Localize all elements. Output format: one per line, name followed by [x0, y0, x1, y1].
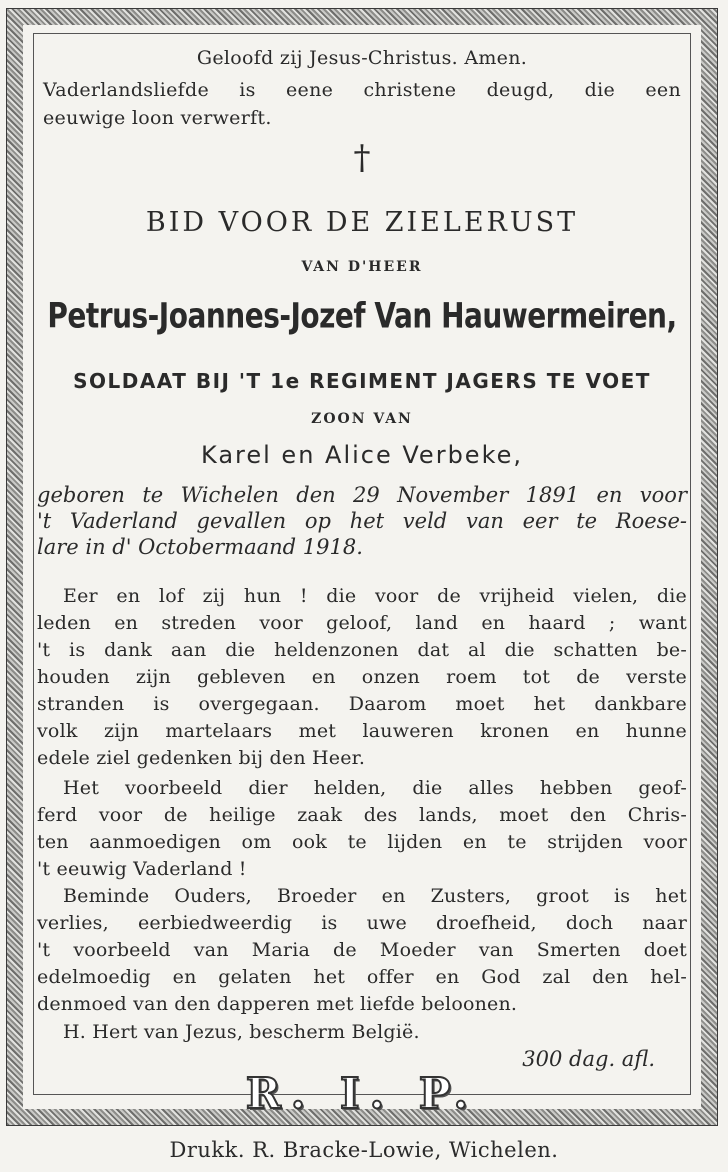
inner-rule	[33, 33, 691, 1095]
paragraph-3-line-5: denmoed van den dapperen met liefde beloonen.	[37, 993, 518, 1015]
paragraph-3-line-3: 't voorbeeld van Maria de Moeder van Smerten doet	[37, 939, 687, 961]
birth-line-3: lare in d' Octobermaand 1918.	[37, 535, 363, 559]
parents-names: Karel en Alice Verbeke,	[201, 441, 523, 469]
intro-line-1: Geloofd zij Jesus-Christus. Amen.	[196, 47, 528, 69]
soldier-rank: SOLDAAT BIJ 'T 1e REGIMENT JAGERS TE VOET	[73, 369, 651, 393]
birth-line-2: 't Vaderland gevallen op het veld van eer te Roese-	[37, 509, 687, 533]
van-dheer-label: VAN D'HEER	[301, 259, 423, 275]
page-title: BID VOOR DE ZIELERUST	[145, 207, 579, 238]
paragraph-1-line-1: Eer en lof zij hun ! die voor de vrijheid vielen, die	[63, 585, 687, 607]
intro-line-2a: Vaderlandsliefde is eene christene deugd, die een	[43, 79, 681, 101]
intro-line-2b: eeuwige loon verwerft.	[43, 107, 272, 129]
paragraph-1-line-2: leden en streden voor geloof, land en haard ; want	[37, 612, 687, 634]
printer-credit: Drukk. R. Bracke-Lowie, Wichelen.	[169, 1138, 559, 1162]
prayer-line: H. Hert van Jezus, bescherm België.	[63, 1021, 420, 1043]
memorial-card	[6, 8, 718, 1126]
paragraph-2-line-3: ten aanmoedigen om ook te lijden en te strijden voor	[37, 831, 687, 853]
paragraph-1-line-7: edele ziel gedenken bij den Heer.	[37, 747, 366, 769]
paragraph-1-line-3: 't is dank aan die heldenzonen dat al die schatten be-	[37, 639, 687, 661]
zoon-van-label: ZOON VAN	[311, 411, 413, 427]
paragraph-2-line-2: ferd voor de heilige zaak des lands, moet den Chris-	[37, 804, 687, 826]
paragraph-3-line-2: verlies, eerbiedweerdig is uwe droefheid, doch naar	[37, 912, 687, 934]
paragraph-2-line-1: Het voorbeeld dier helden, die alles hebben geof-	[63, 777, 687, 799]
paragraph-3-line-4: edelmoedig en gelaten het offer en God zal den hel-	[37, 966, 687, 988]
indulgence-note: 300 dag. afl.	[522, 1047, 655, 1071]
paragraph-1-line-6: volk zijn martelaars met lauweren kronen en hunne	[37, 720, 687, 742]
paragraph-3-line-1: Beminde Ouders, Broeder en Zusters, groot is het	[63, 885, 687, 907]
paragraph-1-line-4: houden zijn gebleven en onzen roem tot de verste	[37, 666, 687, 688]
birth-line-1: geboren te Wichelen den 29 November 1891 en voor	[37, 483, 687, 507]
cross-icon: †	[353, 138, 371, 178]
paragraph-1-line-5: stranden is overgegaan. Daarom moet het dankbare	[37, 693, 687, 715]
paragraph-2-line-4: 't eeuwig Vaderland !	[37, 858, 247, 880]
rip-heading: R. I. P.	[245, 1069, 479, 1118]
deceased-name: Petrus-Joannes-Jozef Van Hauwermeiren,	[47, 294, 677, 337]
